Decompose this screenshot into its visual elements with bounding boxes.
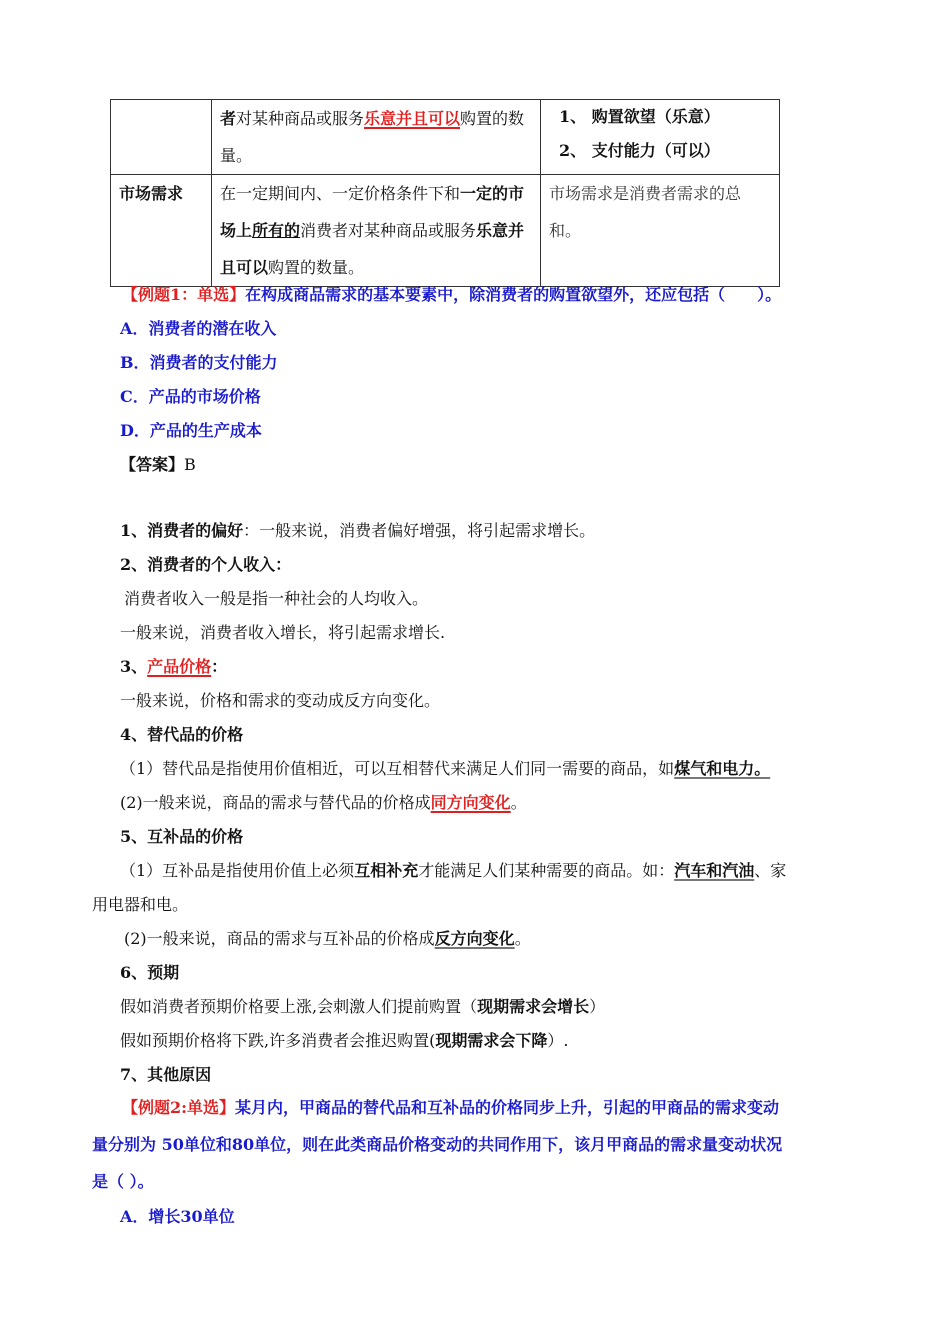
factor-text: 一般来说，价格和需求的变动成反方向变化。	[120, 691, 441, 710]
table-cell-term: 市场需求	[111, 175, 212, 287]
example-question	[122, 1097, 779, 1119]
option-a: A．增长30单位	[120, 1207, 235, 1226]
text: 。	[510, 793, 527, 812]
option-a: A．消费者的潜在收入	[120, 319, 277, 338]
answer	[120, 454, 196, 476]
definition-table	[110, 99, 780, 287]
text: (2)一般来说，商品的需求与互补品的价格成	[124, 929, 435, 948]
emphasis-text: 煤气和电力。	[674, 759, 771, 778]
element-item: 1、 购置欲望（乐意）	[559, 107, 720, 126]
text: 消费者对某种商品或服务	[300, 221, 477, 240]
option-d: D．产品的生产成本	[120, 421, 262, 440]
factor-text	[120, 758, 770, 780]
factor-title: 2、消费者的个人收入：	[120, 555, 292, 574]
factor-text	[120, 996, 605, 1018]
factor-3	[120, 656, 227, 678]
factor-title: 产品价格	[147, 657, 212, 676]
question-text: 量分别为 50单位和80单位，则在此类商品价格变动的共同作用下，该月甲商品的需求量变动状况	[92, 1135, 783, 1154]
table-cell-definition	[212, 100, 541, 175]
bold-text: 一定的市场上	[220, 184, 525, 240]
table-cell-empty	[111, 100, 212, 175]
text: ）.	[547, 1031, 569, 1050]
table-row	[111, 175, 780, 287]
table-row	[111, 100, 780, 175]
factor-text	[124, 928, 531, 950]
factor-text: 一般来说，消费者收入增长，将引起需求增长.	[120, 623, 446, 642]
factor-title: 1、消费者的偏好	[120, 521, 244, 540]
factor-text	[120, 1030, 568, 1052]
text: 在一定期间内、一定价格条件下和	[220, 184, 461, 203]
highlight-text: 同方向变化	[430, 793, 511, 812]
text: (2)一般来说，商品的需求与替代品的价格成	[120, 793, 431, 812]
factor-text: ：一般来说，消费者偏好增强，将引起需求增长。	[243, 521, 596, 540]
factor-number: 3、	[120, 657, 148, 676]
bold-text: 者	[220, 109, 237, 128]
bold-text: 互相补充	[354, 861, 419, 880]
emphasis-text: 汽车和汽油	[674, 861, 755, 880]
emphasis-text: 反方向变化	[434, 929, 515, 948]
text: 才能满足人们某种需要的商品。如：	[418, 861, 675, 880]
text: （1）替代品是指使用价值相近，可以互相替代来满足人们同一需要的商品，如	[120, 759, 675, 778]
bold-text: 所有的	[252, 221, 301, 240]
question-text: 某月内，甲商品的替代品和互补品的价格同步上升，引起的甲商品的需求变动	[235, 1098, 780, 1117]
table-cell-note: 市场需求是消费者需求的总和。	[541, 175, 780, 287]
example-question	[122, 284, 781, 306]
text: 假如预期价格将下跌,许多消费者会推迟购置(	[120, 1031, 436, 1050]
bold-text: 现期需求会增长	[477, 997, 590, 1016]
text: ：	[211, 657, 228, 676]
factor-text	[120, 792, 527, 814]
factor-title: 7、其他原因	[120, 1065, 212, 1084]
option-c: C．产品的市场价格	[120, 387, 261, 406]
text: ）	[589, 997, 606, 1016]
bold-text: 乐意并且可以	[220, 221, 525, 277]
table-cell-definition	[212, 175, 541, 287]
text: 购置的数量。	[268, 258, 365, 277]
table-cell-elements	[541, 100, 780, 175]
highlight-text: 乐意并且可以	[364, 109, 461, 128]
text: 购置的数量。	[220, 109, 525, 165]
text: （1）互补品是指使用价值上必须	[120, 861, 355, 880]
text: 假如消费者预期价格要上涨,会刺激人们提前购置（	[120, 997, 478, 1016]
text: 、家	[754, 861, 787, 880]
bold-text: 现期需求会下降	[435, 1031, 548, 1050]
factor-text	[120, 860, 786, 882]
question-text: 是（ ）。	[92, 1172, 154, 1191]
element-item: 2、 支付能力（可以）	[559, 141, 720, 160]
factor-title: 6、预期	[120, 963, 180, 982]
text: 对某种商品或服务	[236, 109, 365, 128]
option-b: B．消费者的支付能力	[120, 353, 278, 372]
example-tag: 【例题1：单选】	[122, 285, 246, 304]
text: 。	[514, 929, 531, 948]
factor-title: 4、替代品的价格	[120, 725, 244, 744]
answer-value: B	[184, 455, 196, 474]
answer-label: 【答案】	[120, 455, 185, 474]
factor-title: 5、互补品的价格	[120, 827, 244, 846]
factor-text: 消费者收入一般是指一种社会的人均收入。	[124, 589, 429, 608]
factor-1	[120, 520, 595, 542]
question-text: 在构成商品需求的基本要素中，除消费者的购置欲望外，还应包括（ ）。	[245, 285, 782, 304]
factor-text: 用电器和电。	[92, 895, 189, 914]
example-tag: 【例题2:单选】	[122, 1098, 236, 1117]
